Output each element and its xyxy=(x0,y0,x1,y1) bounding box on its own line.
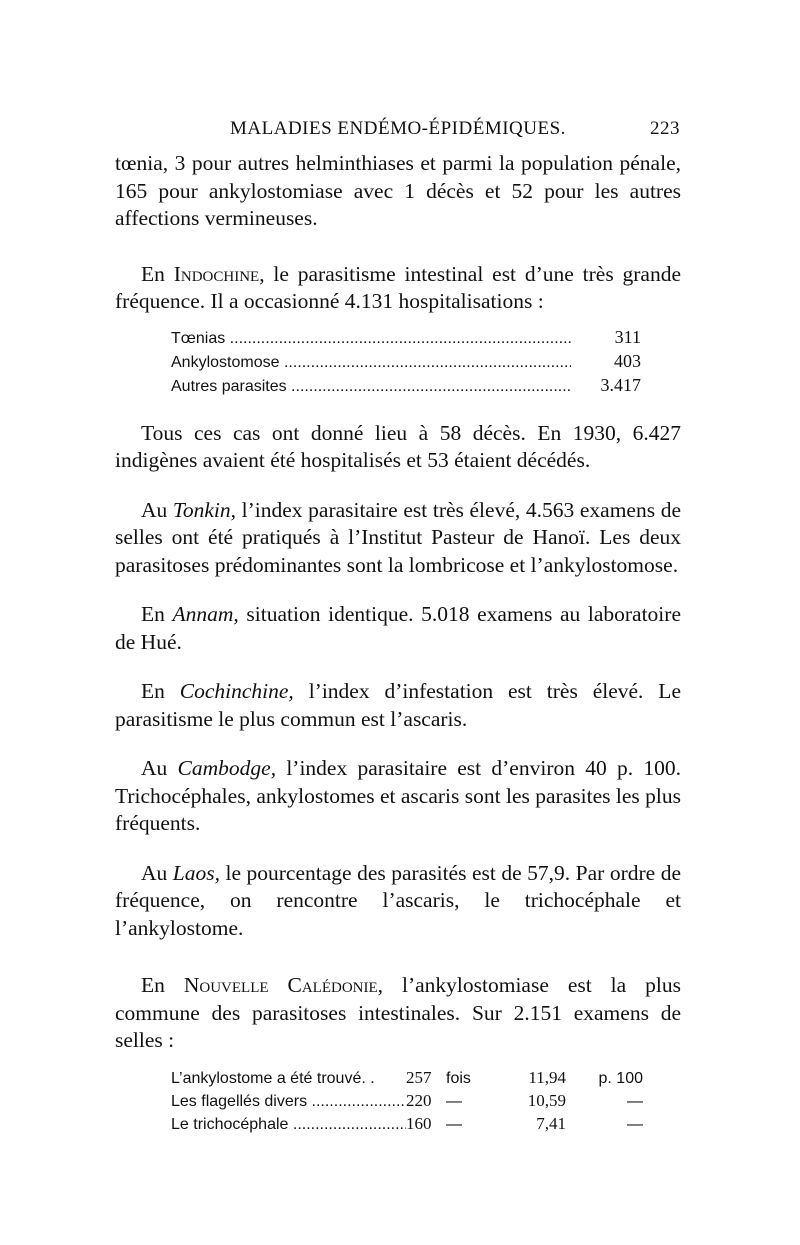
paragraph-tonkin xyxy=(115,497,681,580)
text: Au xyxy=(141,756,178,780)
row-count: 257 xyxy=(406,1067,432,1087)
paragraph-annam xyxy=(115,601,681,656)
text: le pourcentage des parasités est de 57,9. Par ordre de fréquence, on rencontre l’ascaris, le trichocéphale et l’ankylostome. xyxy=(115,860,681,940)
text: En xyxy=(141,261,174,286)
row-label: Ankylostomose ..... xyxy=(171,352,571,374)
text: En xyxy=(141,602,173,626)
text: En xyxy=(141,679,180,703)
text: l’index parasitaire est très élevé, 4.563 examens de selles ont été pratiqués à l’Institut Pasteur de Hanoï. Les deux parasitoses prédominantes sont la lombricose et l’ankylostomose. xyxy=(115,497,681,577)
place-name: Annam, xyxy=(172,602,239,626)
paragraph-laos xyxy=(115,860,681,943)
row-per: — xyxy=(627,1115,643,1133)
row-label: Le trichocéphale ..... xyxy=(171,1114,406,1136)
place-name: Laos, xyxy=(172,860,220,885)
text: situation identique. 5.018 examens au laboratoire de Hué. xyxy=(115,602,681,654)
text: l’index d’infestation est très élevé. Le parasitisme le plus commun est l’ascaris. xyxy=(115,679,681,731)
text: Au xyxy=(141,860,173,885)
parasites-table xyxy=(171,1067,643,1136)
place-name: Cambodge, xyxy=(177,756,277,780)
text: l’index parasitaire est d’environ 40 p. 100. Trichocéphales, ankylostomes et ascaris sont les parasites les plus fréquents. xyxy=(115,756,681,835)
place-name: Cochinchine, xyxy=(179,679,294,703)
country-name: Indochine xyxy=(173,261,260,286)
row-label: L’ankylostome a été trouvé. . xyxy=(171,1069,375,1087)
paragraph-cambodge xyxy=(115,755,681,838)
table-row xyxy=(171,1113,643,1136)
text: En xyxy=(141,973,184,997)
row-unit: — xyxy=(446,1115,462,1133)
table-row xyxy=(171,326,641,350)
page-number: 223 xyxy=(650,118,680,139)
row-label: Autres parasites ..... xyxy=(171,376,571,398)
row-percent: 7,41 xyxy=(536,1113,566,1133)
row-count: 160 xyxy=(406,1113,432,1133)
paragraph-cochinchine xyxy=(115,678,681,733)
row-per: p. 100 xyxy=(598,1069,643,1087)
country-name: Nouvelle Calédonie xyxy=(183,973,378,997)
page-body xyxy=(115,150,681,1136)
row-percent: 10,59 xyxy=(527,1090,566,1110)
paragraph-indochine xyxy=(115,261,681,316)
text: , le parasitisme intestinal est d’une très grande fréquence. Il a occasionné 4.131 hospitalisations : xyxy=(115,261,682,313)
row-count: 220 xyxy=(406,1090,432,1110)
hospitalisations-table xyxy=(171,326,641,398)
table-row xyxy=(171,374,641,398)
row-value: 3.417 xyxy=(600,374,641,395)
row-unit: — xyxy=(446,1092,462,1110)
row-value: 311 xyxy=(614,326,641,347)
paragraph-continuation: tœnia, 3 pour autres helminthiases et parmi la population pénale, 165 pour ankylostomiase avec 1 décès et 52 pour les autres affections vermineuses. xyxy=(115,151,681,230)
table-row xyxy=(171,350,641,374)
text: , l’ankylostomiase est la plus commune des parasitoses intestinales. Sur 2.151 examens de selles : xyxy=(115,973,682,1052)
paragraph-deces: Tous ces cas ont donné lieu à 58 décès. En 1930, 6.427 indigènes avaient été hospitalisés et 53 étaient décédés. xyxy=(115,420,681,472)
row-per: — xyxy=(627,1092,643,1110)
row-label: Tœnias ..... xyxy=(171,328,571,350)
paragraph-nouvelle-caledonie xyxy=(115,972,681,1055)
table-row xyxy=(171,1067,643,1090)
row-label: Les flagellés divers ..... xyxy=(171,1091,406,1113)
table-row xyxy=(171,1090,643,1113)
row-value: 403 xyxy=(614,350,641,371)
place-name: Tonkin, xyxy=(172,497,237,522)
running-title: MALADIES ENDÉMO-ÉPIDÉMIQUES. xyxy=(230,118,566,139)
row-unit: fois xyxy=(446,1069,471,1087)
text: Au xyxy=(141,497,173,522)
row-percent: 11,94 xyxy=(528,1067,566,1087)
